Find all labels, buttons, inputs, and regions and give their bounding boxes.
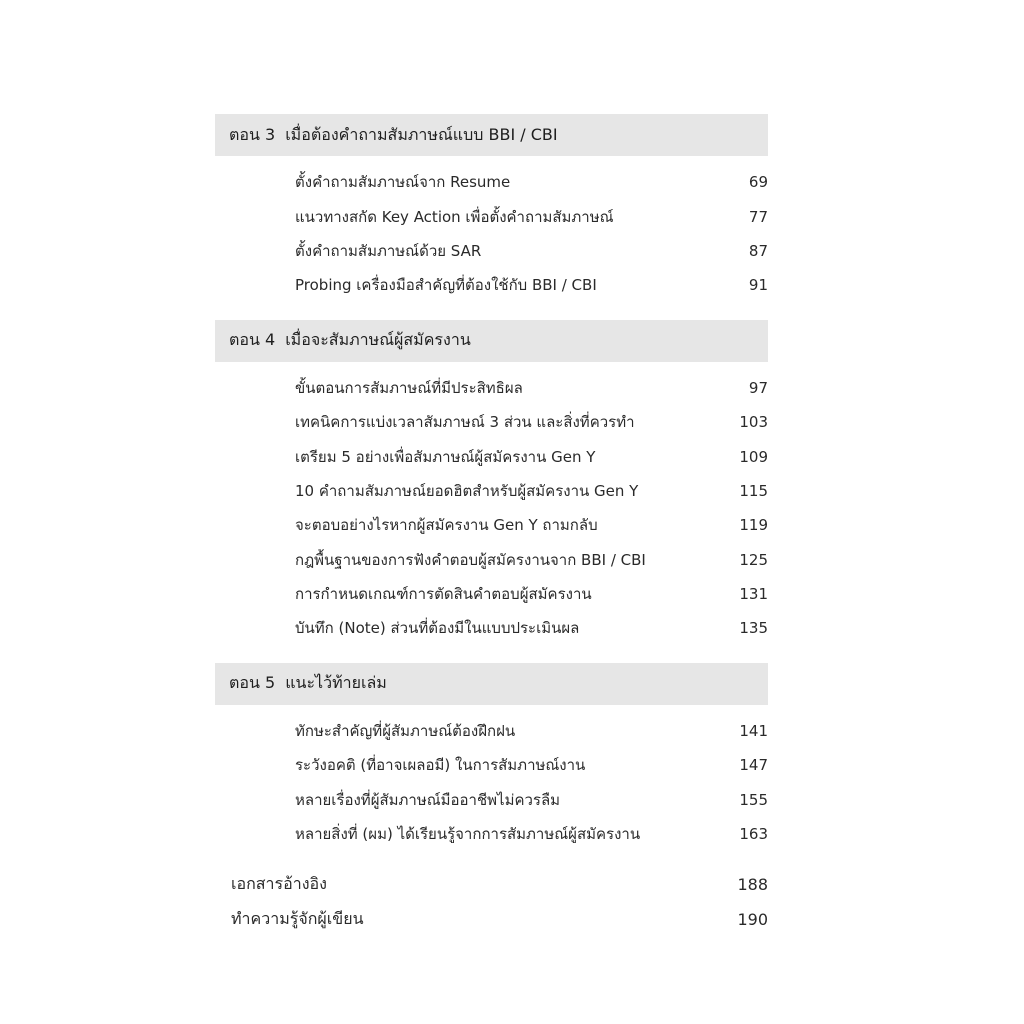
toc-entry-page: 87 xyxy=(748,241,768,260)
toc-entry-page: 119 xyxy=(739,516,768,535)
toc-entry[interactable] xyxy=(215,474,768,508)
toc-entry-title: ทำความรู้จักผู้เขียน xyxy=(231,909,364,929)
section-entries xyxy=(215,156,768,303)
toc-entry-title: Probing เครื่องมือสำคัญที่ต้องใช้กับ BBI / CBI xyxy=(295,276,597,295)
toc-entry[interactable] xyxy=(215,611,768,645)
toc-entry-title: ระวังอคติ (ที่อาจเผลอมี) ในการสัมภาษณ์งาน xyxy=(295,756,586,775)
toc-entry[interactable] xyxy=(215,714,768,748)
toc-entry-title: เตรียม 5 อย่างเพื่อสัมภาษณ์ผู้สมัครงาน Gen Y xyxy=(295,447,596,466)
section-title: เมื่อจะสัมภาษณ์ผู้สมัครงาน xyxy=(285,330,471,350)
toc-entry-page: 77 xyxy=(748,207,768,226)
toc-entry[interactable] xyxy=(215,371,768,405)
toc-section-part-5 xyxy=(215,663,768,852)
section-title: แนะไว้ท้ายเล่ม xyxy=(285,673,387,693)
toc-entry[interactable] xyxy=(215,508,768,542)
toc-entry[interactable] xyxy=(215,405,768,439)
toc-entry-page: 131 xyxy=(739,585,768,604)
toc-entry[interactable] xyxy=(215,817,768,851)
toc-entry-title: ขั้นตอนการสัมภาษณ์ที่มีประสิทธิผล xyxy=(295,378,523,397)
toc-entry[interactable] xyxy=(215,782,768,816)
toc-entry-page: 190 xyxy=(737,910,768,930)
section-header xyxy=(215,114,768,156)
toc-entry[interactable] xyxy=(215,165,768,199)
section-part-label: ตอน 4 xyxy=(229,330,276,350)
toc-entry-title: เอกสารอ้างอิง xyxy=(231,874,327,894)
section-part-label: ตอน 3 xyxy=(229,124,276,144)
table-of-contents xyxy=(215,114,768,937)
toc-entry-title: แนวทางสกัด Key Action เพื่อตั้งคำถามสัมภาษณ์ xyxy=(295,207,614,226)
toc-entry-title: ตั้งคำถามสัมภาษณ์จาก Resume xyxy=(295,173,511,192)
toc-entry[interactable] xyxy=(215,268,768,302)
toc-appendix xyxy=(215,867,768,937)
toc-entry-page: 135 xyxy=(739,619,768,638)
toc-entry-page: 125 xyxy=(739,550,768,569)
section-entries xyxy=(215,705,768,852)
toc-section-part-4 xyxy=(215,320,768,646)
toc-entry-title: การกำหนดเกณฑ์การตัดสินคำตอบผู้สมัครงาน xyxy=(295,585,592,604)
toc-entry-page: 91 xyxy=(748,276,768,295)
toc-entry-page: 147 xyxy=(739,756,768,775)
toc-entry-title: จะตอบอย่างไรหากผู้สมัครงาน Gen Y ถามกลับ xyxy=(295,516,598,535)
section-entries xyxy=(215,362,768,646)
toc-appendix-entry[interactable] xyxy=(215,902,768,937)
toc-entry-title: 10 คำถามสัมภาษณ์ยอดฮิตสำหรับผู้สมัครงาน Gen Y xyxy=(295,481,639,500)
toc-entry-page: 109 xyxy=(739,447,768,466)
section-part-label: ตอน 5 xyxy=(229,673,276,693)
toc-entry-page: 141 xyxy=(739,721,768,740)
toc-entry-title: เทคนิคการแบ่งเวลาสัมภาษณ์ 3 ส่วน และสิ่งที่ควรทำ xyxy=(295,413,635,432)
toc-entry-title: ทักษะสำคัญที่ผู้สัมภาษณ์ต้องฝึกฝน xyxy=(295,721,516,740)
section-header xyxy=(215,320,768,362)
toc-section-part-3 xyxy=(215,114,768,303)
toc-entry-title: กฎพื้นฐานของการฟังคำตอบผู้สมัครงานจาก BBI / CBI xyxy=(295,550,646,569)
toc-entry-page: 103 xyxy=(739,413,768,432)
toc-entry-page: 163 xyxy=(739,825,768,844)
toc-entry-title: ตั้งคำถามสัมภาษณ์ด้วย SAR xyxy=(295,241,482,260)
toc-entry-page: 69 xyxy=(748,173,768,192)
toc-entry[interactable] xyxy=(215,234,768,268)
toc-entry[interactable] xyxy=(215,577,768,611)
section-title: เมื่อต้องคำถามสัมภาษณ์แบบ BBI / CBI xyxy=(285,124,558,144)
toc-entry-title: บันทึก (Note) ส่วนที่ต้องมีในแบบประเมินผล xyxy=(295,619,580,638)
toc-entry-page: 155 xyxy=(739,790,768,809)
toc-entry-title: หลายสิ่งที่ (ผม) ได้เรียนรู้จากการสัมภาษณ์ผู้สมัครงาน xyxy=(295,825,641,844)
toc-entry[interactable] xyxy=(215,439,768,473)
toc-entry-page: 188 xyxy=(737,875,768,895)
toc-appendix-entry[interactable] xyxy=(215,867,768,902)
toc-entry[interactable] xyxy=(215,748,768,782)
toc-entry[interactable] xyxy=(215,543,768,577)
toc-entry[interactable] xyxy=(215,199,768,233)
toc-entry-page: 115 xyxy=(739,481,768,500)
toc-entry-title: หลายเรื่องที่ผู้สัมภาษณ์มืออาชีพไม่ควรลืม xyxy=(295,790,561,809)
toc-entry-page: 97 xyxy=(748,378,768,397)
section-header xyxy=(215,663,768,705)
